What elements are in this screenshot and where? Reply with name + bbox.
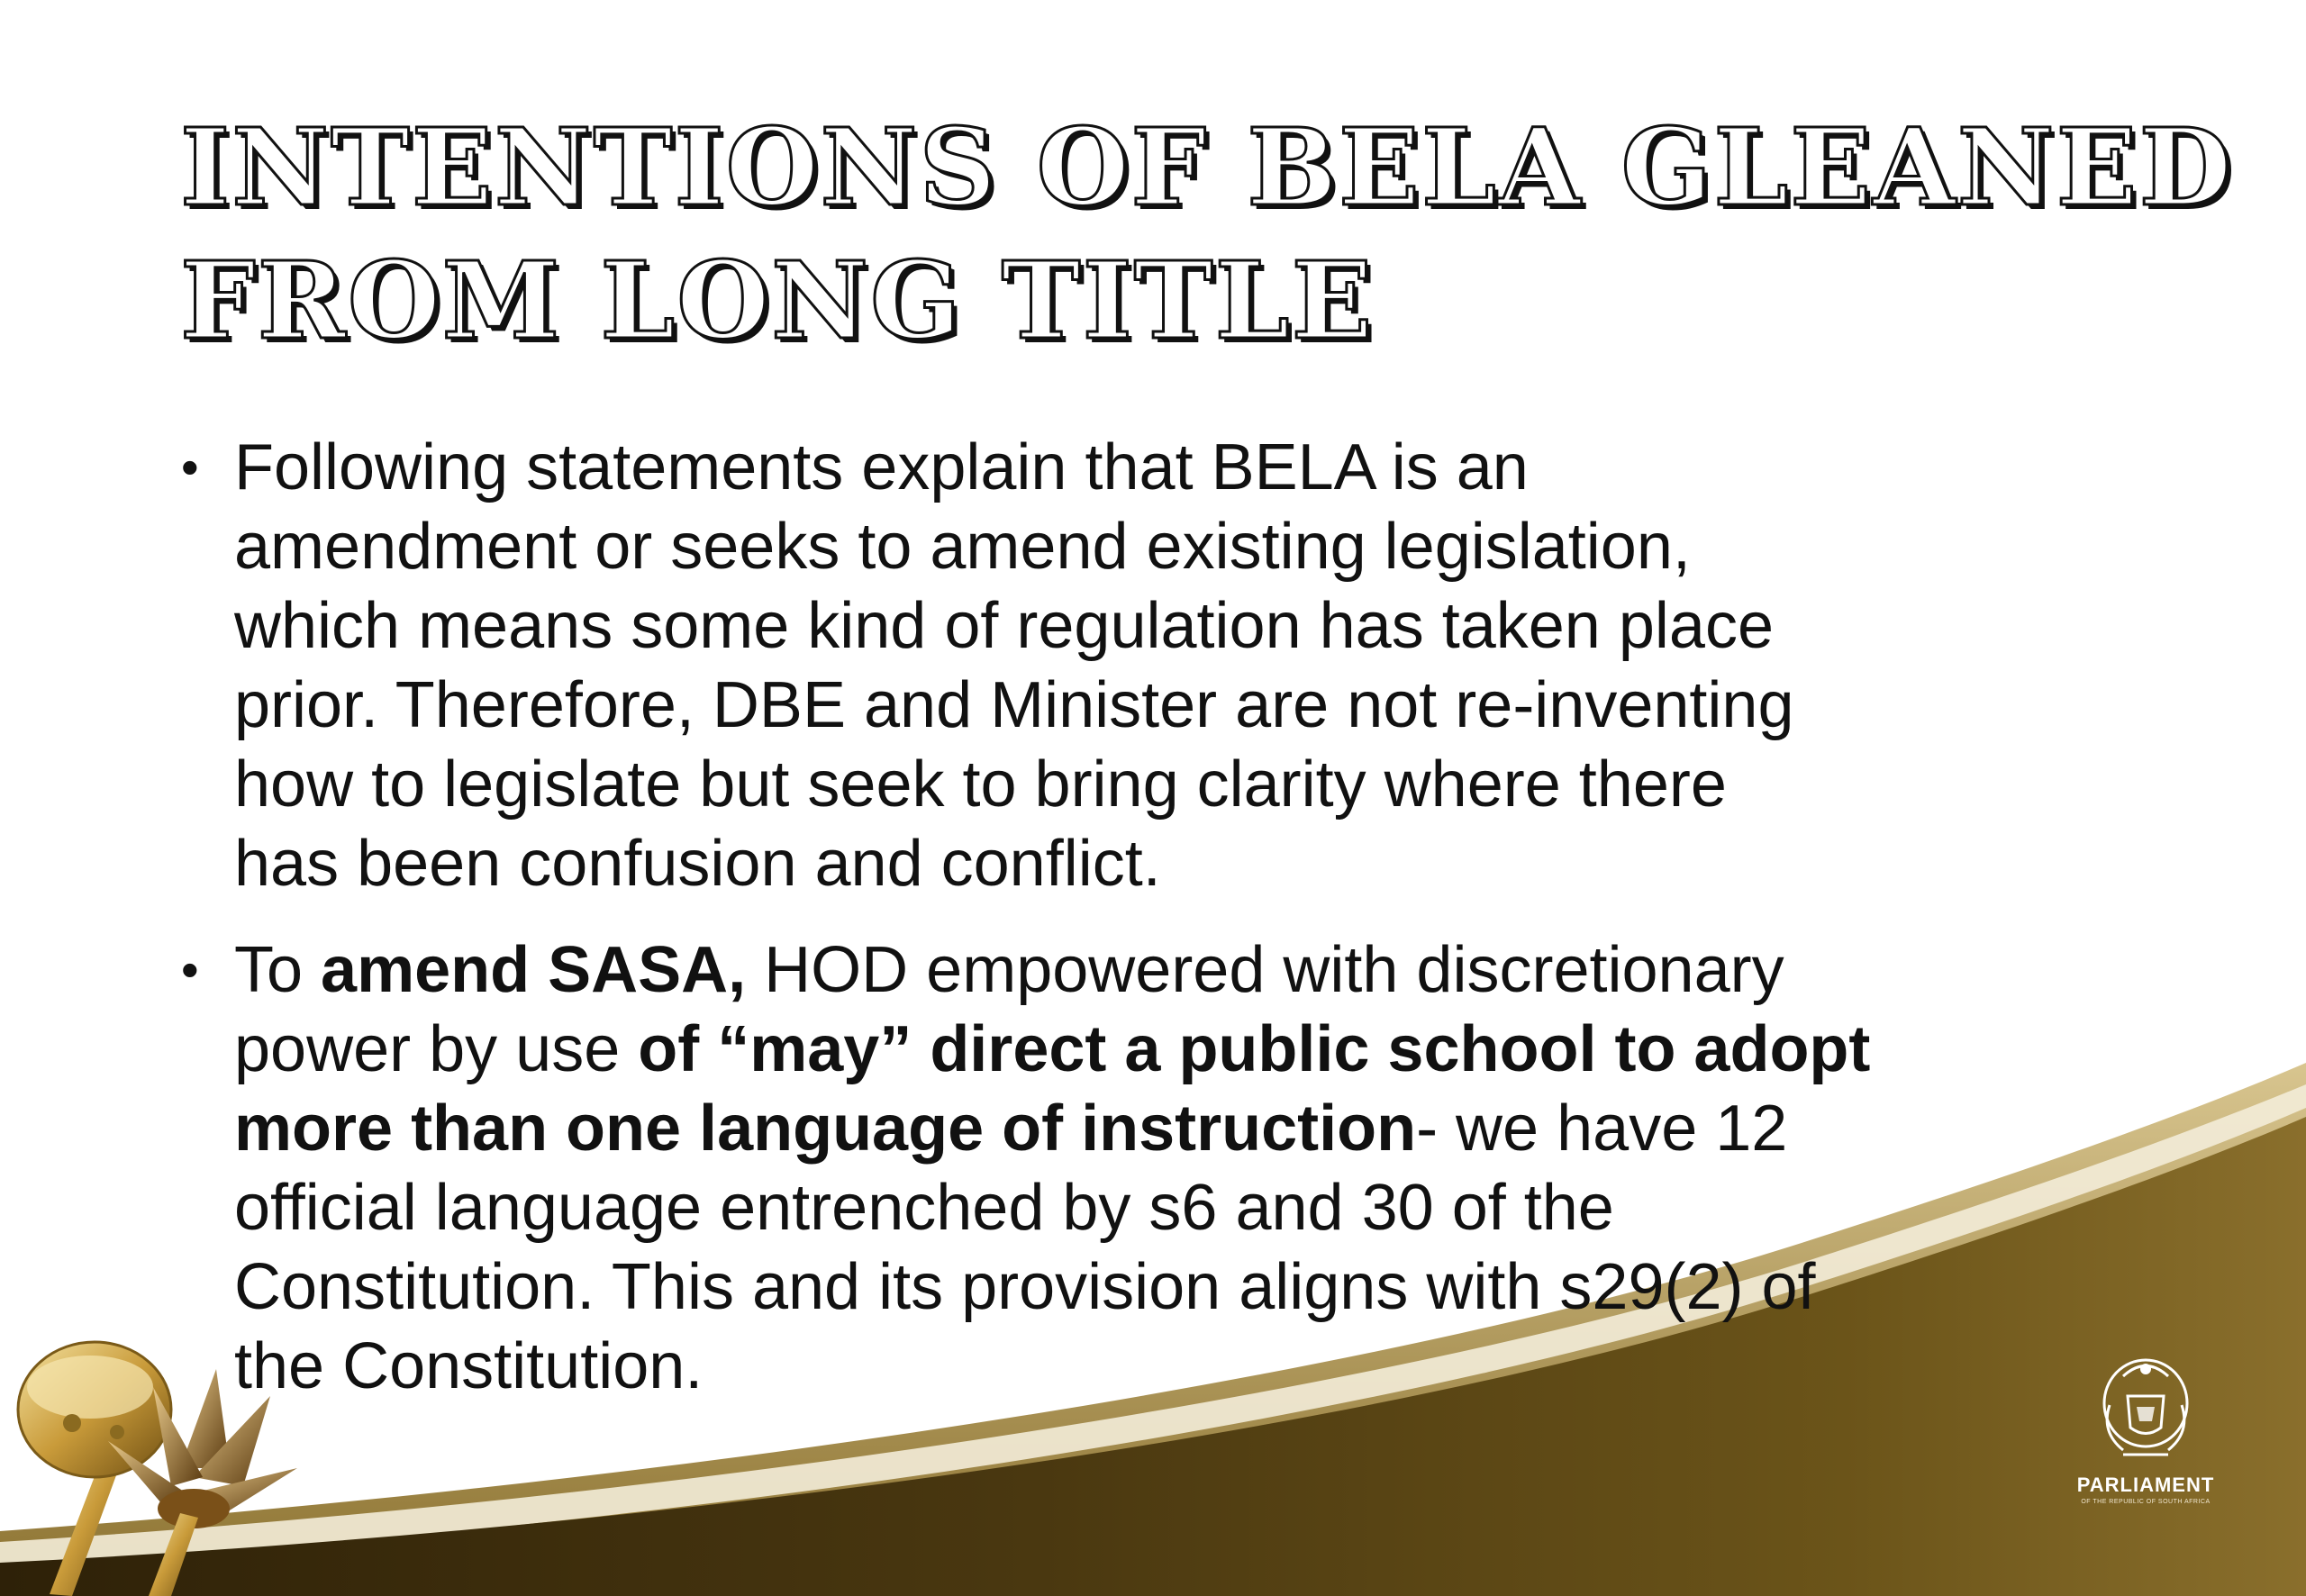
bullet-text: has been confusion and conflict. <box>234 828 1161 900</box>
bullet-text: Constitution. This and its provision aligns with s29(2) of <box>234 1251 1816 1323</box>
bullet-text: power by use <box>234 1013 639 1085</box>
bullet-line <box>234 1089 2112 1168</box>
bullet-item <box>176 428 2112 903</box>
bullet-list <box>176 428 2112 1433</box>
bullet-line <box>234 507 2112 586</box>
bullet-text: which means some kind of regulation has taken place <box>234 590 1774 662</box>
bullet-text: how to legislate but seek to bring clarity where there <box>234 748 1727 821</box>
bullet-text-bold: more than one language of instruction <box>234 1093 1417 1165</box>
bullet-text: amendment or seeks to amend existing legislation, <box>234 511 1691 583</box>
bullet-line <box>234 930 2112 1010</box>
bullet-text: To <box>234 934 322 1006</box>
bullet-text: the Constitution. <box>234 1330 704 1402</box>
bullet-line <box>234 1168 2112 1247</box>
mace-icon <box>0 1333 378 1596</box>
bullet-line <box>234 666 2112 745</box>
bullet-text: official language entrenched by s6 and 30 of the <box>234 1172 1614 1244</box>
bullet-line <box>234 1327 2112 1406</box>
bullet-marker: • <box>181 941 199 998</box>
bullet-text-bold: amend SASA, <box>321 934 747 1006</box>
bullet-line <box>234 824 2112 903</box>
bullet-item <box>176 930 2112 1406</box>
bullet-line <box>234 428 2112 507</box>
bullet-text: HOD empowered with discretionary <box>746 934 1784 1006</box>
coat-of-arms-icon <box>2096 1351 2195 1468</box>
bullet-line <box>234 586 2112 666</box>
parliament-name: PARLIAMENT <box>2076 1474 2215 1496</box>
slide-title-line: INTENTIONS OF BELA GLEANED <box>180 104 2233 230</box>
parliament-logo <box>2047 1351 2245 1549</box>
slide-title <box>180 101 2233 367</box>
bullet-text: - we have 12 <box>1416 1093 1788 1165</box>
bullet-text: Following statements explain that BELA is an <box>234 431 1529 503</box>
bullet-marker: • <box>181 439 199 495</box>
bullet-line <box>234 745 2112 824</box>
bullet-line <box>234 1010 2112 1089</box>
bullet-line <box>234 1247 2112 1327</box>
parliament-subtitle: OF THE REPUBLIC OF SOUTH AFRICA <box>2081 1499 2211 1505</box>
bullet-text-bold: of “may” direct a public school to adopt <box>638 1013 1871 1085</box>
bullet-text: prior. Therefore, DBE and Minister are not re-inventing <box>234 669 1794 741</box>
slide-title-line: FROM LONG TITLE <box>180 238 1375 363</box>
